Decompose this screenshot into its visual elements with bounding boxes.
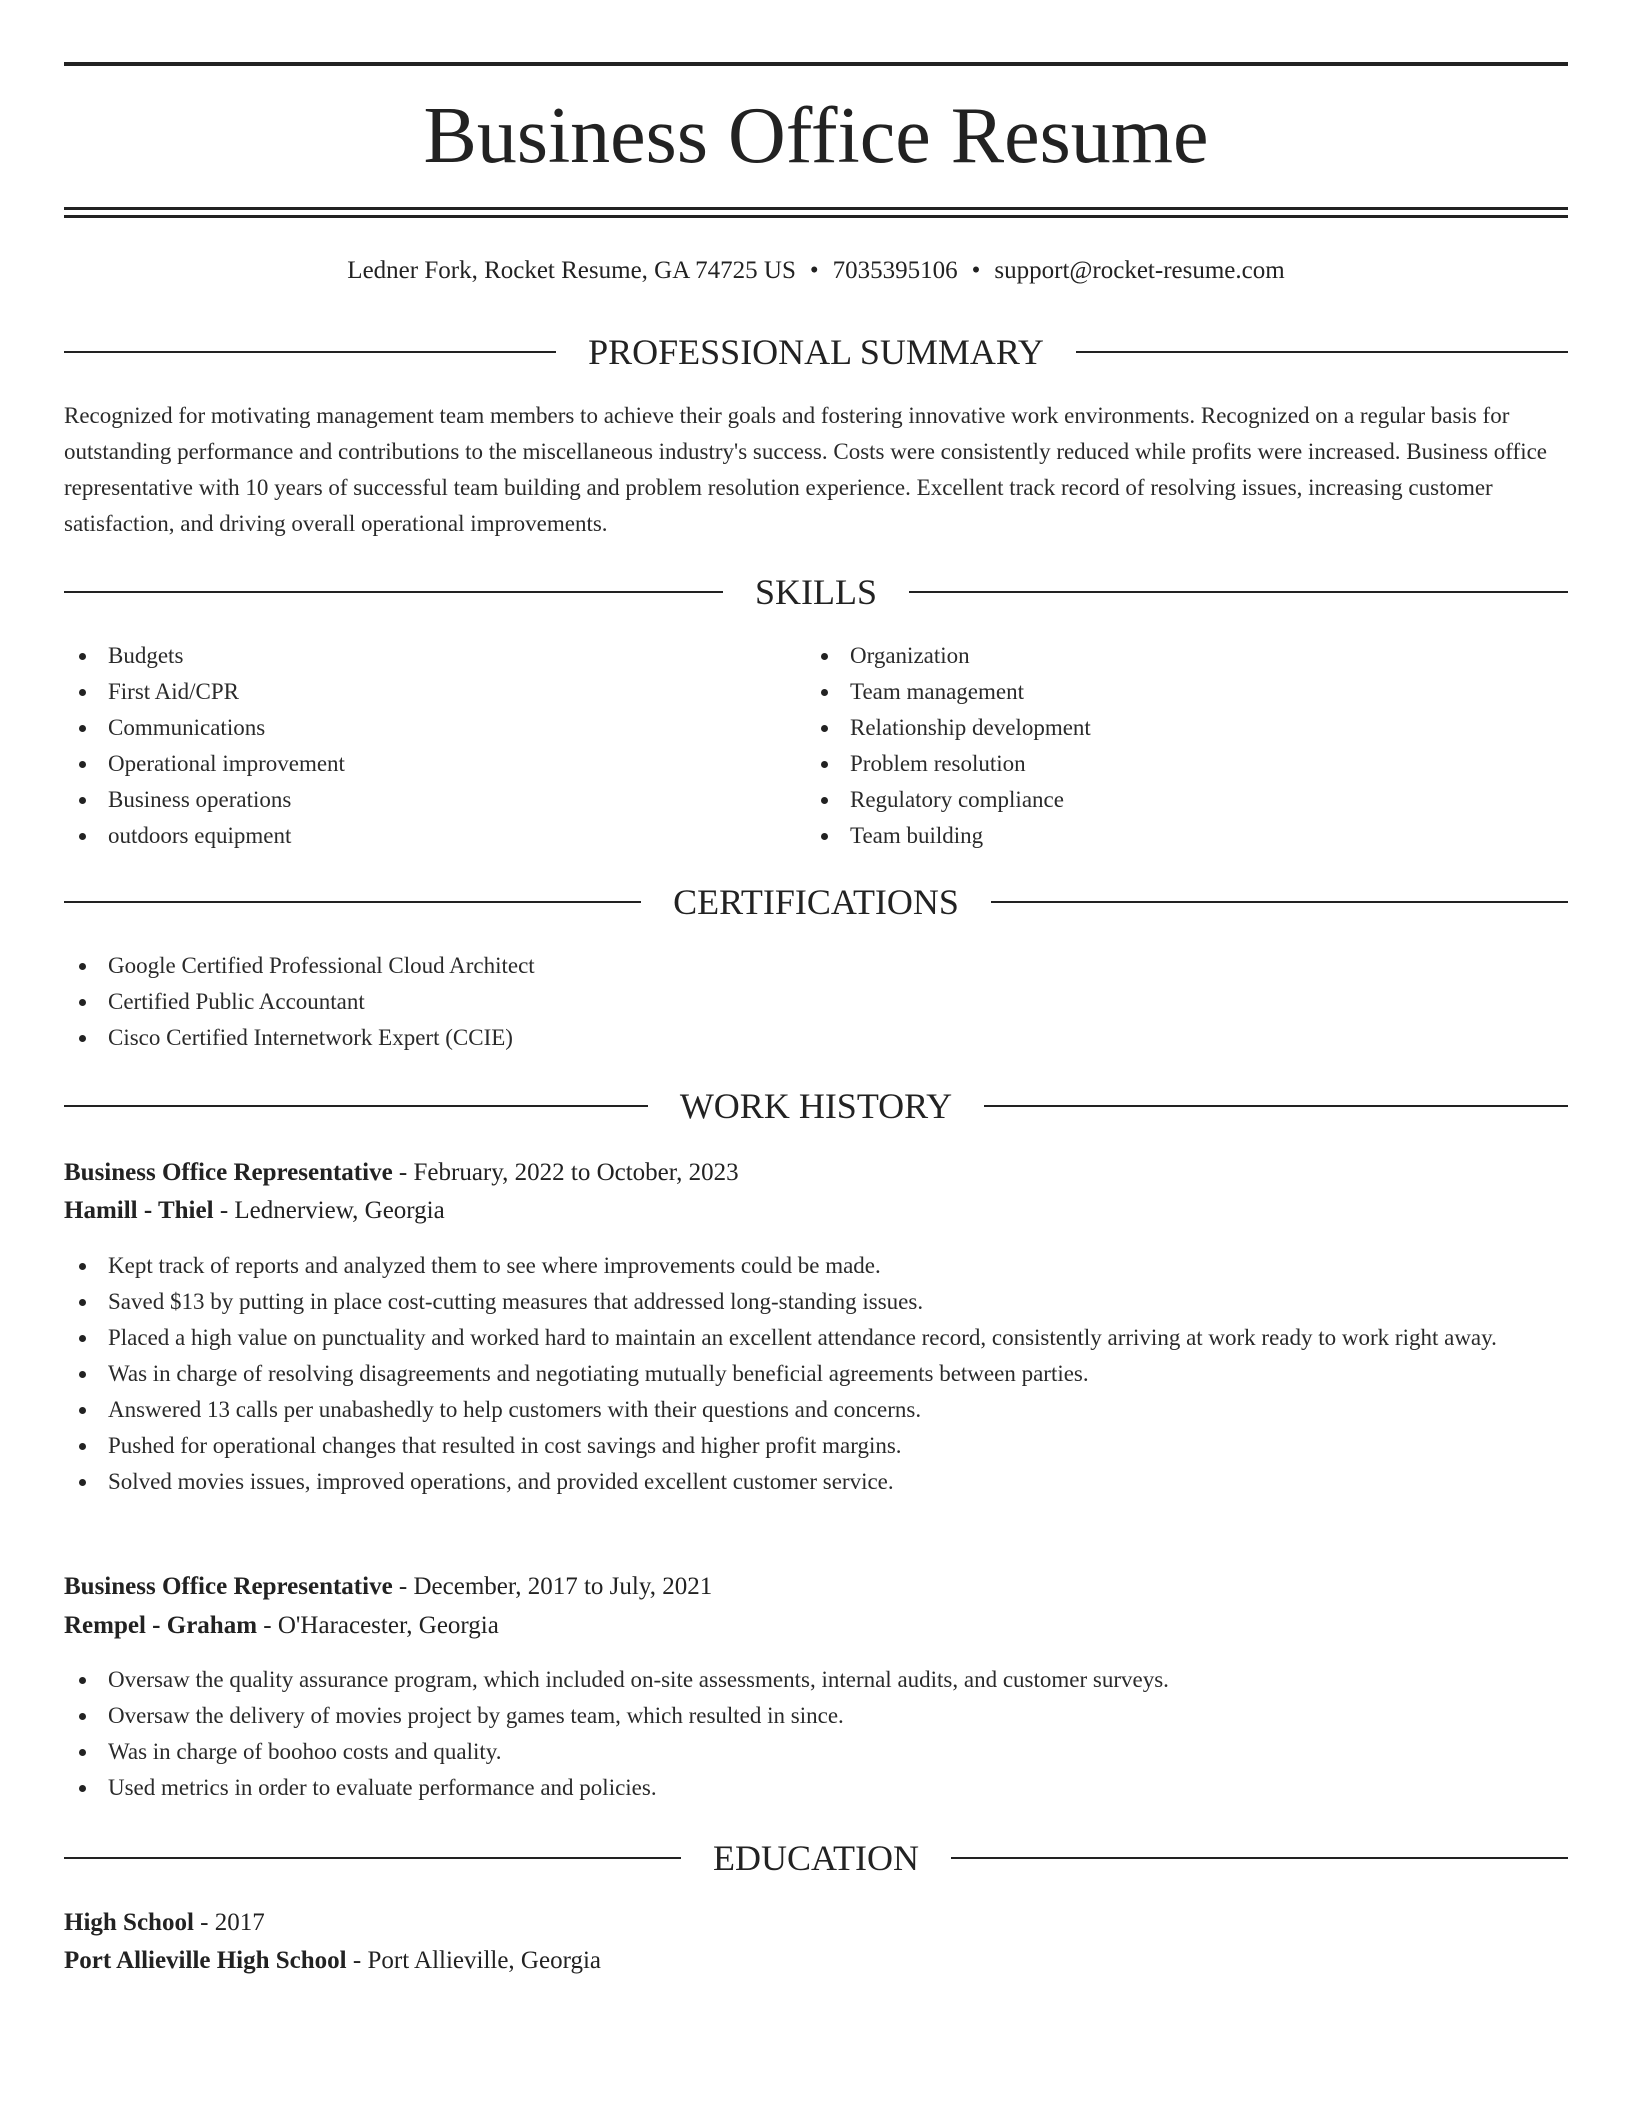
contact-line <box>64 254 1568 288</box>
job-bullets <box>64 1248 1568 1500</box>
list-item: Google Certified Professional Cloud Architect <box>64 948 1568 984</box>
list-item: Kept track of reports and analyzed them to see where improvements could be made. <box>64 1248 1568 1284</box>
heading-rule-right <box>909 591 1568 593</box>
list-item: Answered 13 calls per unabashedly to help customers with their questions and concerns. <box>64 1392 1568 1428</box>
job-title: Business Office Representative <box>64 1573 393 1600</box>
job-location: Lednerview, Georgia <box>234 1197 445 1224</box>
skills-heading: SKILLS <box>755 572 878 612</box>
education-location: Port Allieville, Georgia <box>367 1947 602 1974</box>
list-item: Cisco Certified Internetwork Expert (CCIE) <box>64 1020 1568 1056</box>
list-item: Saved $13 by putting in place cost-cutting measures that addressed long-standing issues. <box>64 1284 1568 1320</box>
heading-rule-right <box>1076 351 1568 353</box>
heading-rule-left <box>64 351 556 353</box>
list-item: Oversaw the delivery of movies project by games team, which resulted in since. <box>64 1698 1568 1734</box>
education-school: Port Allieville High School <box>64 1947 347 1974</box>
list-item: Relationship development <box>806 710 1546 746</box>
job-company: Hamill - Thiel <box>64 1197 214 1224</box>
education-degree: High School <box>64 1909 194 1936</box>
list-item: Pushed for operational changes that resulted in cost savings and higher profit margins. <box>64 1428 1568 1464</box>
list-item: Operational improvement <box>64 746 804 782</box>
list-item: Business operations <box>64 782 804 818</box>
education-degree-line: High School - 2017 <box>64 1909 265 1936</box>
heading-rule-left <box>64 1857 681 1859</box>
heading-rule-right <box>951 1857 1568 1859</box>
heading-rule-right <box>991 901 1568 903</box>
summary-heading: PROFESSIONAL SUMMARY <box>588 332 1044 372</box>
education-heading: EDUCATION <box>713 1838 919 1878</box>
contact-phone[interactable]: 7035395106 <box>832 257 958 284</box>
contact-separator: • <box>809 257 819 284</box>
heading-rule-left <box>64 901 641 903</box>
list-item: Oversaw the quality assurance program, which included on-site assessments, internal audits, and customer surveys. <box>64 1662 1568 1698</box>
job-dates: February, 2022 to October, 2023 <box>413 1159 739 1186</box>
resume-title: Business Office Resume <box>423 92 1209 180</box>
contact-address: Ledner Fork, Rocket Resume, GA 74725 US <box>347 257 796 284</box>
list-item: Problem resolution <box>806 746 1546 782</box>
heading-rule-left <box>64 1105 648 1107</box>
list-item: outdoors equipment <box>64 818 804 854</box>
list-item: Used metrics in order to evaluate performance and policies. <box>64 1770 1568 1806</box>
job-bullets <box>64 1662 1568 1806</box>
heading-rule-left <box>64 591 723 593</box>
work-heading: WORK HISTORY <box>679 1086 953 1126</box>
header-top-rule <box>64 62 1568 66</box>
skills-list-right <box>806 638 1546 854</box>
list-item: Budgets <box>64 638 804 674</box>
job-title-line: Business Office Representative - February, 2022 to October, 2023 <box>64 1159 739 1186</box>
job-title-line: Business Office Representative - December, 2017 to July, 2021 <box>64 1573 713 1600</box>
list-item: Placed a high value on punctuality and worked hard to maintain an excellent attendance record, consistently arriving at work ready to work right away. <box>64 1320 1568 1356</box>
summary-text: Recognized for motivating management team members to achieve their goals and fostering innovative work environments. Recognized on a regular basis for outstanding performance and contributions to the miscellaneous industry's success. Costs were consistently reduced while profits were increased. Business office representative with 10 years of successful team building and problem resolution experience. Excellent track record of resolving issues, increasing customer satisfaction, and driving overall operational improvements. <box>64 403 1548 536</box>
job-company: Rempel - Graham <box>64 1612 258 1639</box>
header-double-rule <box>64 207 1568 218</box>
list-item: Certified Public Accountant <box>64 984 1568 1020</box>
job-company-line: Hamill - Thiel - Lednerview, Georgia <box>64 1197 445 1224</box>
job-location: O'Haracester, Georgia <box>277 1612 499 1639</box>
contact-separator: • <box>971 257 981 284</box>
job-dates: December, 2017 to July, 2021 <box>413 1573 713 1600</box>
list-item: Team building <box>806 818 1546 854</box>
list-item: Was in charge of resolving disagreements and negotiating mutually beneficial agreements between parties. <box>64 1356 1568 1392</box>
education-section-heading <box>64 1836 1568 1880</box>
list-item: Team management <box>806 674 1546 710</box>
education-school-line: Port Allieville High School - Port Allieville, Georgia <box>64 1947 602 1974</box>
work-section-heading <box>64 1084 1568 1128</box>
certifications-list <box>64 948 1568 1056</box>
list-item: Was in charge of boohoo costs and quality. <box>64 1734 1568 1770</box>
certifications-section-heading <box>64 880 1568 924</box>
resume-page <box>64 0 1568 2112</box>
skills-list-left <box>64 638 804 854</box>
summary-section-heading <box>64 330 1568 374</box>
contact-email[interactable]: support@rocket-resume.com <box>994 257 1285 284</box>
list-item: Regulatory compliance <box>806 782 1546 818</box>
list-item: Organization <box>806 638 1546 674</box>
skills-section-heading <box>64 570 1568 614</box>
list-item: Solved movies issues, improved operations, and provided excellent customer service. <box>64 1464 1568 1500</box>
education-year: 2017 <box>214 1909 265 1936</box>
job-title: Business Office Representative <box>64 1159 393 1186</box>
heading-rule-right <box>984 1105 1568 1107</box>
list-item: First Aid/CPR <box>64 674 804 710</box>
job-company-line: Rempel - Graham - O'Haracester, Georgia <box>64 1612 499 1639</box>
certifications-heading: CERTIFICATIONS <box>673 882 959 922</box>
list-item: Communications <box>64 710 804 746</box>
